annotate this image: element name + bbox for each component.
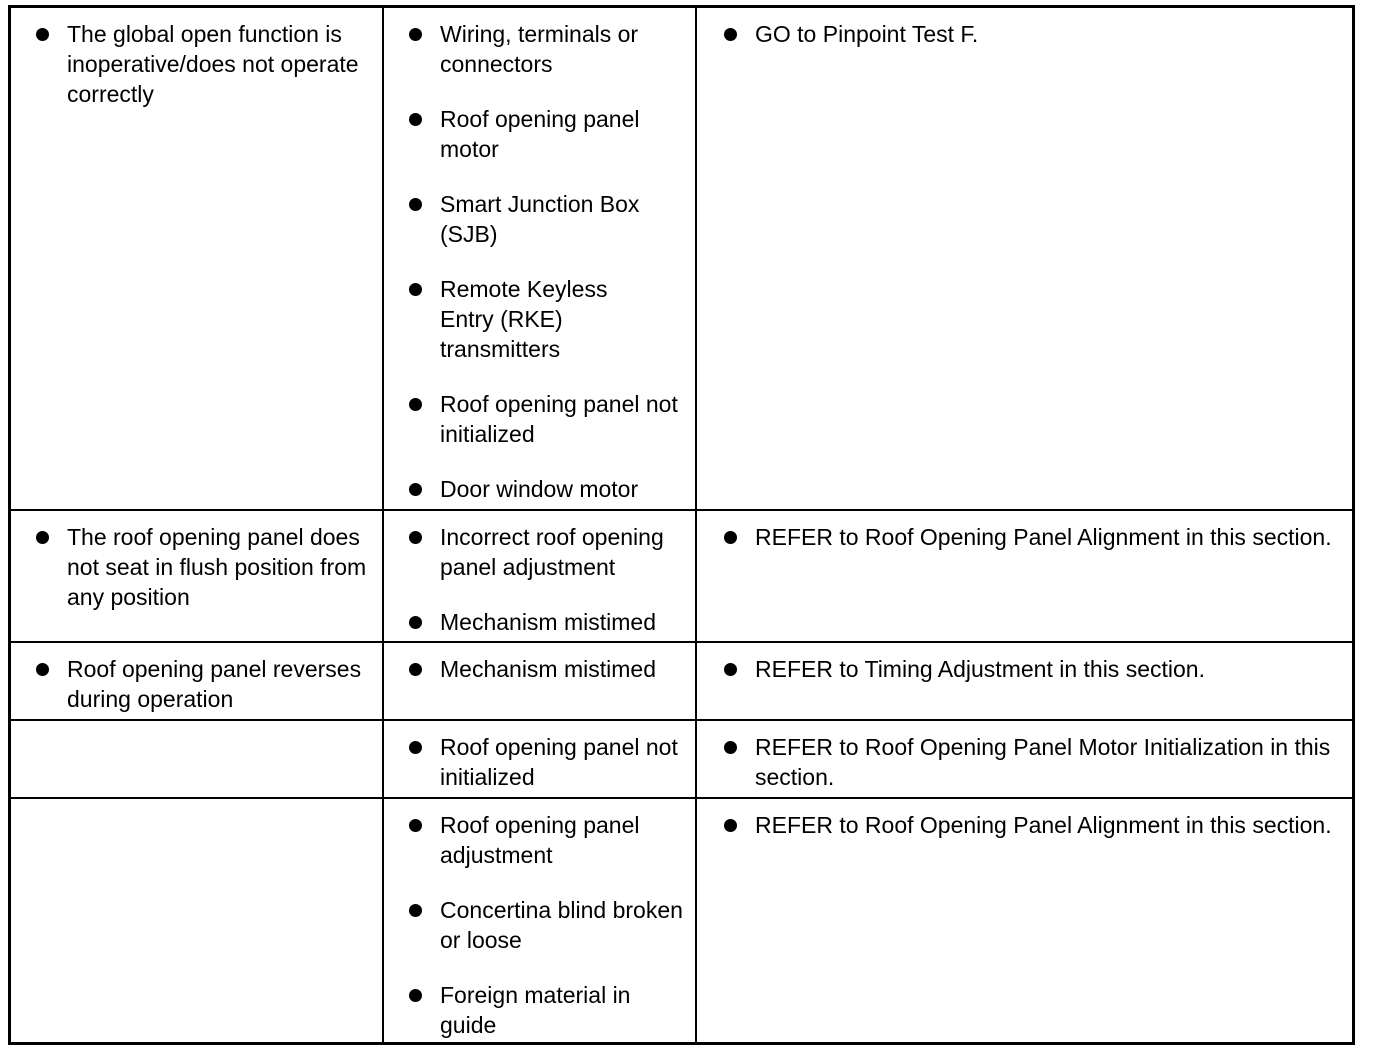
bullet-icon (409, 198, 422, 211)
condition-cell (11, 511, 384, 643)
action-item (719, 522, 1342, 552)
action-list (719, 19, 1342, 49)
possible-source-list (408, 810, 689, 1040)
possible-source-item (408, 189, 689, 249)
bullet-icon (724, 663, 737, 676)
action-item (719, 732, 1342, 792)
condition-item (35, 522, 374, 612)
condition-cell (11, 799, 384, 1042)
bullet-icon (724, 28, 737, 41)
condition-text: The global open function is inoperative/does not operate correctly (67, 21, 359, 107)
possible-source-item (408, 810, 689, 870)
bullet-icon (409, 616, 422, 629)
possible-source-text: Concertina blind broken or loose (440, 897, 683, 953)
action-cell (697, 799, 1352, 1042)
possible-source-item (408, 895, 689, 955)
bullet-icon (409, 28, 422, 41)
possible-source-text: Roof opening panel motor (440, 106, 640, 162)
possible-source-text: Mechanism mistimed (440, 656, 656, 682)
possible-source-item (408, 607, 689, 637)
bullet-icon (36, 663, 49, 676)
possible-source-cell (384, 8, 697, 511)
possible-source-text: Roof opening panel not initialized (440, 734, 678, 790)
bullet-icon (409, 398, 422, 411)
possible-source-cell (384, 799, 697, 1042)
possible-source-list (408, 522, 689, 637)
action-list (719, 522, 1342, 552)
action-cell (697, 643, 1352, 721)
possible-source-text: Incorrect roof opening panel adjustment (440, 524, 664, 580)
possible-source-text: Roof opening panel adjustment (440, 812, 640, 868)
bullet-icon (724, 819, 737, 832)
condition-cell (11, 721, 384, 799)
bullet-icon (36, 531, 49, 544)
condition-cell (11, 643, 384, 721)
condition-item (35, 19, 374, 109)
bullet-icon (409, 904, 422, 917)
possible-source-text: Smart Junction Box (SJB) (440, 191, 640, 247)
possible-source-text: Remote Keyless Entry (RKE) transmitters (440, 276, 608, 362)
possible-source-cell (384, 721, 697, 799)
action-text: REFER to Timing Adjustment in this section. (755, 656, 1205, 682)
possible-source-text: Roof opening panel not initialized (440, 391, 678, 447)
bullet-icon (409, 531, 422, 544)
condition-list (35, 19, 374, 109)
possible-source-text: Foreign material in guide (440, 982, 631, 1038)
bullet-icon (724, 531, 737, 544)
possible-source-item (408, 522, 689, 582)
bullet-icon (409, 741, 422, 754)
condition-list (35, 522, 374, 612)
possible-source-text: Mechanism mistimed (440, 609, 656, 635)
action-item (719, 19, 1342, 49)
possible-source-text: Door window motor (440, 476, 639, 502)
action-cell (697, 721, 1352, 799)
possible-source-item (408, 19, 689, 79)
action-cell (697, 8, 1352, 511)
possible-source-item (408, 980, 689, 1040)
bullet-icon (409, 283, 422, 296)
action-text: REFER to Roof Opening Panel Alignment in this section. (755, 812, 1332, 838)
bullet-icon (36, 28, 49, 41)
bullet-icon (409, 113, 422, 126)
action-list (719, 732, 1342, 792)
action-item (719, 654, 1342, 684)
possible-source-text: Wiring, terminals or connectors (440, 21, 639, 77)
condition-cell (11, 8, 384, 511)
possible-source-list (408, 654, 689, 684)
bullet-icon (409, 663, 422, 676)
possible-source-list (408, 732, 689, 792)
condition-text: The roof opening panel does not seat in flush position from any position (67, 524, 367, 610)
action-list (719, 654, 1342, 684)
action-text: GO to Pinpoint Test F. (755, 21, 979, 47)
possible-source-item (408, 104, 689, 164)
possible-source-item (408, 274, 689, 364)
action-item (719, 810, 1342, 840)
condition-item (35, 654, 374, 714)
possible-source-item (408, 389, 689, 449)
symptom-chart-table (8, 5, 1355, 1045)
possible-source-item (408, 732, 689, 792)
bullet-icon (409, 483, 422, 496)
action-cell (697, 511, 1352, 643)
condition-text: Roof opening panel reverses during operation (67, 656, 362, 712)
possible-source-cell (384, 643, 697, 721)
possible-source-cell (384, 511, 697, 643)
action-text: REFER to Roof Opening Panel Motor Initialization in this section. (755, 734, 1331, 790)
action-text: REFER to Roof Opening Panel Alignment in this section. (755, 524, 1332, 550)
action-list (719, 810, 1342, 840)
possible-source-list (408, 19, 689, 504)
condition-list (35, 654, 374, 714)
bullet-icon (724, 741, 737, 754)
possible-source-item (408, 474, 689, 504)
bullet-icon (409, 819, 422, 832)
possible-source-item (408, 654, 689, 684)
bullet-icon (409, 989, 422, 1002)
